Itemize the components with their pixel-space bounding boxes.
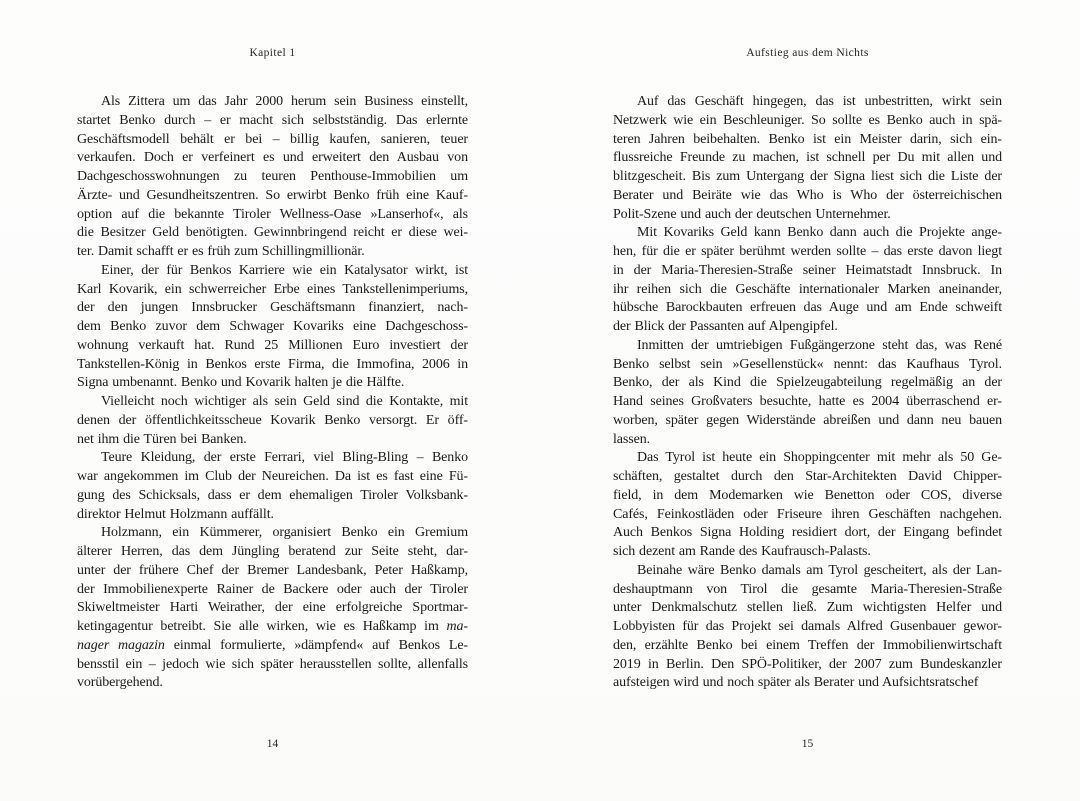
page-number-left: 14 bbox=[266, 738, 279, 750]
text-line: Cafés, Feinkostläden oder Friseure ihren Geschäften nachgehen. bbox=[613, 506, 1002, 522]
paragraph bbox=[77, 449, 468, 524]
paragraph bbox=[77, 524, 468, 693]
paragraph bbox=[77, 93, 468, 262]
text-line: deshauptmann von Tirol die gesamte Maria-Theresien-Straße bbox=[613, 581, 1002, 597]
text-line: wohnung verkauft hat. Rund 25 Millionen Euro investiert der bbox=[77, 337, 468, 353]
text-line: schäften, gestaltet durch den Star-Architekten David Chipper- bbox=[613, 469, 1002, 484]
text-line: teren Jahren beibehalten. Benko ist ein Meister darin, sich ein- bbox=[613, 131, 1002, 147]
text-line: field, in dem Modemarken wie Benetton oder COS, diverse bbox=[613, 487, 1002, 503]
text-line: gung des Schicksals, dass er dem ehemaligen Tiroler Volksbank- bbox=[77, 487, 468, 503]
text-line: unter der frühere Chef der Bremer Landesbank, Peter Haßkamp, bbox=[77, 562, 468, 578]
paragraph bbox=[613, 93, 1002, 224]
text-line: nager magazin einmal formulierte, »dämpfend« auf Benkos Le- bbox=[77, 637, 468, 653]
text-line: verkaufen. Doch er verfeinert es und erweitert den Ausbau von bbox=[77, 150, 468, 166]
text-line: der Immobilienexperte Rainer de Backere oder auch der Tiroler bbox=[77, 581, 468, 597]
text-line: Als Zittera um das Jahr 2000 herum sein Business einstellt, bbox=[101, 94, 468, 109]
page-number-right: 15 bbox=[801, 738, 814, 750]
text-line: der den jungen Innsbrucker Geschäftsmann finanziert, nach- bbox=[77, 300, 468, 316]
text-line: hübsche Barockbauten erfreuen das Auge und am Ende schweift bbox=[613, 300, 1002, 316]
text-line: Karl Kovarik, ein schwerreicher Erbe eines Tankstellenimperiums, bbox=[77, 281, 468, 297]
text-line: sich dezent am Rande des Kaufrausch-Palasts. bbox=[613, 544, 871, 559]
text-line: Skiweltmeister Harti Weirather, der eine erfolgreiche Sportmar- bbox=[77, 600, 468, 616]
text-column-left bbox=[77, 93, 468, 693]
text-line: Auch Benkos Signa Holding residiert dort, der Eingang befindet bbox=[613, 525, 1002, 541]
text-line: Netzwerk wie ein Beschleuniger. So sollte es Benko auch in spä- bbox=[613, 112, 1002, 128]
text-line: Einer, der für Benkos Karriere wie ein Katalysator wirkt, ist bbox=[101, 262, 468, 278]
paragraph bbox=[613, 337, 1002, 450]
text-line: dem Benko zuvor dem Schwager Kovariks eine Dachgeschoss- bbox=[77, 319, 468, 334]
text-line: Das Tyrol ist heute ein Shoppingcenter mit mehr als 50 Ge- bbox=[637, 450, 1002, 466]
text-line: direktor Helmut Holzmann auffällt. bbox=[77, 506, 274, 522]
text-line: Vielleicht noch wichtiger als sein Geld sind die Kontakte, mit bbox=[101, 394, 468, 409]
text-line: flussreiche Freunde zu machen, ist schnell per Du mit allen und bbox=[613, 150, 1002, 166]
text-line: älterer Herren, das dem Jüngling beratend zur Seite steht, dar- bbox=[77, 544, 468, 559]
text-line: option auf die bekannte Tiroler Wellness-Oase »Lanserhof«, als bbox=[77, 206, 468, 222]
text-line: bensstil ein – jedoch wie sich später herausstellen sollte, allenfalls bbox=[77, 656, 468, 672]
text-line: Polit-Szene und auch der deutschen Unternehmer. bbox=[613, 206, 891, 222]
text-line: Signa umbenannt. Benko und Kovarik halten je die Hälfte. bbox=[77, 375, 405, 391]
text-line: ter. Damit schafft er es früh zum Schillingmillionär. bbox=[77, 244, 365, 259]
text-line: Tankstellen-König in Benkos erste Firma, die Immofina, 2006 in bbox=[77, 356, 468, 372]
text-line: vorübergehend. bbox=[77, 675, 163, 691]
text-line: denen der öffentlichkeitsscheue Kovarik Benko versorgt. Er öff- bbox=[77, 412, 468, 428]
text-line: war angekommen im Club der Neureichen. Da ist es fast eine Fü- bbox=[77, 469, 468, 484]
paragraph bbox=[77, 262, 468, 393]
text-line: Inmitten der umtriebigen Fußgängerzone steht das, was René bbox=[637, 337, 1002, 353]
text-line: Holzmann, ein Kümmerer, organisiert Benko ein Gremium bbox=[101, 525, 468, 541]
text-line: startet Benko durch – er macht sich selbstständig. Das erlernte bbox=[77, 112, 468, 128]
text-line: Benko selbst sein »Gesellenstück« nennt: das Kaufhaus Tyrol. bbox=[613, 356, 1002, 372]
text-line: worben, später gegen Widerstände abreißen und dann neu bauen bbox=[613, 412, 1002, 428]
text-line: ketingagentur betreibt. Sie alle wirken, wie es Haßkamp im ma- bbox=[77, 619, 468, 634]
text-column-right bbox=[613, 93, 1002, 693]
text-line: die Besitzer Geld benötigten. Gewinnbringend reicht er diese wei- bbox=[77, 225, 468, 241]
text-line: Benko, der als Kind die Spielzeugabteilung regelmäßig an der bbox=[613, 375, 1002, 391]
running-header-right: Aufstieg aus dem Nichts bbox=[746, 47, 869, 59]
text-line: aufsteigen wird und noch später als Berater und Aufsichtsratschef bbox=[613, 675, 979, 691]
paragraph bbox=[77, 393, 468, 449]
text-line: in der Maria-Theresien-Straße seiner Heimatstadt Innsbruck. In bbox=[613, 262, 1002, 278]
text-line: Auf das Geschäft hingegen, das ist unbestritten, wirkt sein bbox=[637, 94, 1002, 109]
paragraph bbox=[613, 224, 1002, 337]
text-line: blitzgescheit. Bis zum Untergang der Signa liest sich die Liste der bbox=[613, 169, 1002, 184]
text-line: 2019 in Berlin. Den SPÖ-Politiker, der 2007 zum Bundeskanzler bbox=[613, 656, 1002, 672]
text-line: net ihm die Türen bei Banken. bbox=[77, 431, 247, 447]
text-line: hen, für die er später berühmt werden sollte – das erste davon liegt bbox=[613, 244, 1002, 259]
text-line: Lobbyisten für das Projekt sei damals Alfred Gusenbauer gewor- bbox=[613, 619, 1002, 634]
text-line: Hand seines Großvaters besuchte, hatte es 2004 überraschend er- bbox=[613, 394, 1002, 409]
running-header-left: Kapitel 1 bbox=[249, 47, 296, 59]
paragraph bbox=[613, 449, 1002, 562]
text-line: lassen. bbox=[613, 431, 651, 447]
text-line: ihr reihen sich die Geschäfte internationaler Marken aneinander, bbox=[613, 281, 1002, 297]
text-line: Beinahe wäre Benko damals am Tyrol gescheitert, als der Lan- bbox=[637, 562, 1002, 578]
text-line: den, erzählte Benko bei einem Treffen der Immobilienwirtschaft bbox=[613, 637, 1002, 653]
text-line: Ärzte- und Gesundheitszentren. So erwirbt Benko früh eine Kauf- bbox=[77, 187, 468, 203]
text-line: unter Denkmalschutz stellen ließ. Zum wichtigsten Helfer und bbox=[613, 600, 1002, 616]
text-line: der Blick der Passanten auf Alpengipfel. bbox=[613, 319, 838, 334]
text-line: Geschäftsmodell behält er bei – billig kaufen, sanieren, teuer bbox=[77, 131, 468, 147]
text-line: Dachgeschosswohnungen zu teuren Penthouse-Immobilien um bbox=[77, 169, 468, 184]
text-line: Berater und Beiräte wie das Who is Who der österreichischen bbox=[613, 187, 1002, 203]
text-line: Mit Kovariks Geld kann Benko dann auch die Projekte ange- bbox=[637, 225, 1002, 241]
text-line: Teure Kleidung, der erste Ferrari, viel Bling-Bling – Benko bbox=[101, 450, 468, 466]
paragraph bbox=[613, 562, 1002, 693]
